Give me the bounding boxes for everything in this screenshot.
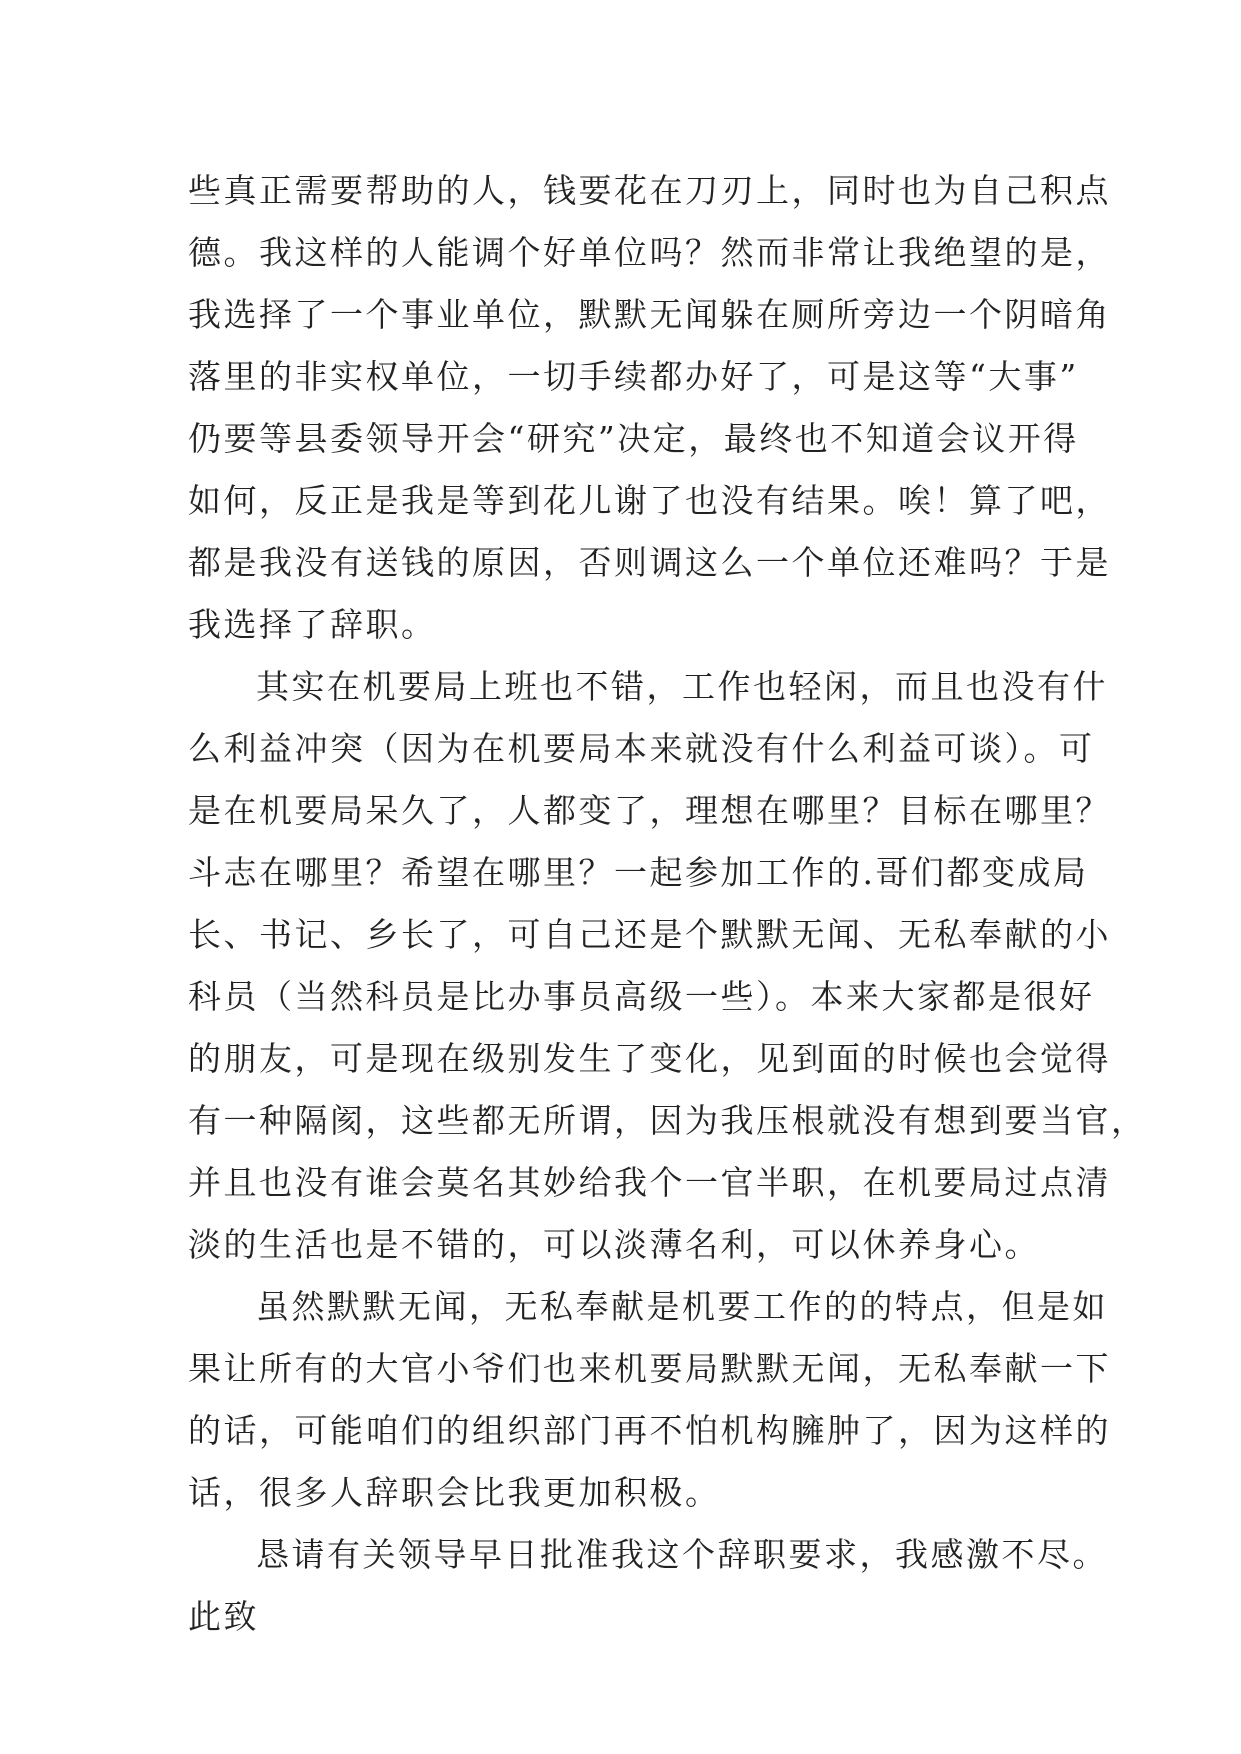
text-line: 些真正需要帮助的人，钱要花在刀刃上，同时也为自己积点 xyxy=(188,171,1111,210)
text-line: 有一种隔阂，这些都无所谓，因为我压根就没有想到要当官， xyxy=(188,1101,1147,1140)
text-line: 落里的非实权单位，一切手续都办好了，可是这等“大事” xyxy=(188,357,1079,396)
paragraph-start-line: 其实在机要局上班也不错，工作也轻闲，而且也没有什 xyxy=(256,667,1108,706)
text-line: 我选择了辞职。 xyxy=(188,605,437,644)
text-line: 的话，可能咱们的组织部门再不怕机构臃肿了，因为这样的 xyxy=(188,1411,1111,1450)
paragraph-start-line: 恳请有关领导早日批准我这个辞职要求，我感激不尽。 xyxy=(256,1535,1108,1574)
closing-salutation: 此致 xyxy=(188,1597,259,1636)
text-line: 的朋友，可是现在级别发生了变化，见到面的时候也会觉得 xyxy=(188,1039,1111,1078)
paragraph-start-line: 虽然默默无闻，无私奉献是机要工作的的特点，但是如 xyxy=(256,1287,1108,1326)
text-line: 科员（当然科员是比办事员高级一些）。本来大家都是很好 xyxy=(188,977,1095,1016)
text-line: 斗志在哪里？希望在哪里？一起参加工作的.哥们都变成局 xyxy=(188,853,1089,892)
text-line: 果让所有的大官小爷们也来机要局默默无闻，无私奉献一下 xyxy=(188,1349,1111,1388)
text-line: 仍要等县委领导开会“研究”决定，最终也不知道会议开得 xyxy=(188,419,1079,458)
text-line: 长、书记、乡长了，可自己还是个默默无闻、无私奉献的小 xyxy=(188,915,1111,954)
text-line: 并且也没有谁会莫名其妙给我个一官半职，在机要局过点清 xyxy=(188,1163,1111,1202)
letter-body xyxy=(188,160,1147,1648)
text-line: 是在机要局呆久了，人都变了，理想在哪里？目标在哪里？ xyxy=(188,791,1111,830)
text-line: 淡的生活也是不错的，可以淡薄名利，可以休养身心。 xyxy=(188,1225,1040,1264)
text-line: 么利益冲突（因为在机要局本来就没有什么利益可谈）。可 xyxy=(188,729,1095,768)
text-line: 德。我这样的人能调个好单位吗？然而非常让我绝望的是， xyxy=(188,233,1111,272)
text-line: 都是我没有送钱的原因，否则调这么一个单位还难吗？于是 xyxy=(188,543,1111,582)
text-line: 话，很多人辞职会比我更加积极。 xyxy=(188,1473,721,1512)
text-line: 如何，反正是我是等到花儿谢了也没有结果。唉！算了吧， xyxy=(188,481,1111,520)
text-line: 我选择了一个事业单位，默默无闻躲在厕所旁边一个阴暗角 xyxy=(188,295,1111,334)
